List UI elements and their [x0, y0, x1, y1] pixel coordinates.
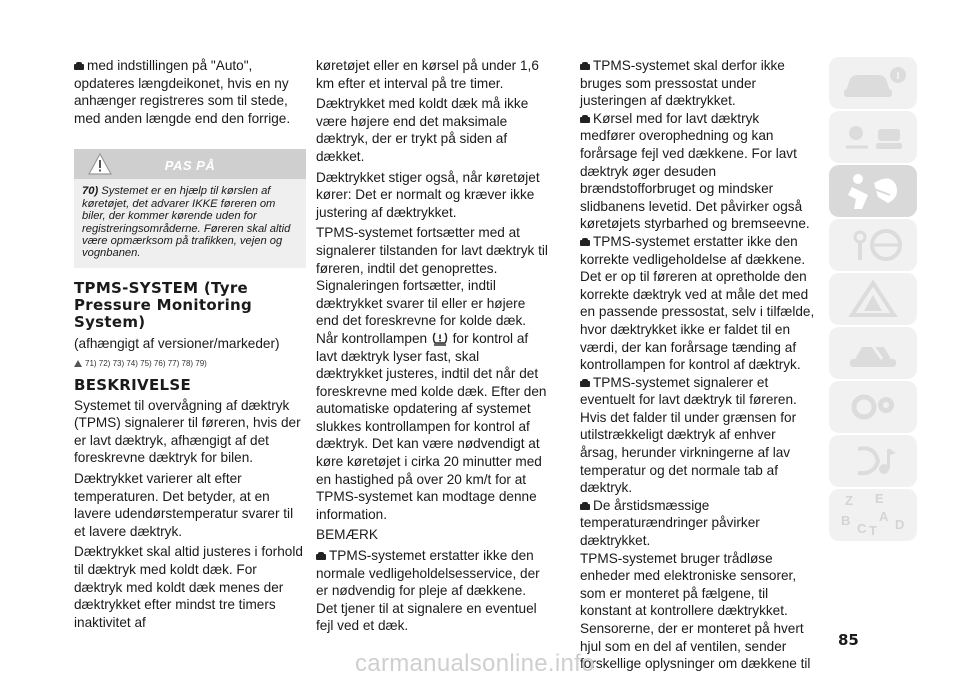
- gear-specs-icon: [838, 387, 908, 427]
- tire-pressure-lamp-icon: [432, 331, 448, 346]
- wrench-car-icon: [838, 333, 908, 373]
- car-bullet-icon: [580, 115, 590, 124]
- warning-box: [74, 149, 306, 267]
- subsection-title: BESKRIVELSE: [74, 376, 192, 394]
- paragraph: Dæktrykket stiger også, når køretøjet kører: Det er normalt og kræver ikke justering af dæktrykket.: [316, 169, 540, 220]
- note-label: BEMÆRK: [316, 527, 378, 543]
- sidebar-item-maintenance[interactable]: [829, 327, 917, 379]
- bullet-paragraph: TPMS-systemet erstatter ikke den korrekte vedligeholdelse af dækkene. Det er op til føreren at opretholde den korrekte dæktryk ved at måle det med en passende pressostat, selv i tilfælde, hvor dæktrykket ikke er faldet til en værdi, der kan forårsage tænding af kontrollampen for kontrol af dæktryk.: [580, 233, 815, 373]
- index-letter: E: [875, 491, 884, 506]
- car-bullet-icon: [316, 552, 326, 561]
- bullet-paragraph: TPMS-systemet signalerer et eventuelt for lavt dæktryk til føreren. Hvis det falder til under grænsen for utilstrækkeligt dæktryk af enhver årsag, herunder virkningerne af lav temperatur og det normale tab af dæktryk.: [580, 374, 797, 496]
- sidebar-item-technical-data[interactable]: [829, 381, 917, 433]
- bullet-paragraph: De årstidsmæssige temperaturændringer påvirker dæktrykket.: [580, 497, 760, 549]
- sidebar-item-safety[interactable]: [829, 165, 917, 217]
- warning-header: [74, 149, 306, 179]
- sidebar-item-multimedia[interactable]: [829, 435, 917, 487]
- intro-paragraph: med indstillingen på "Auto", opdateres længdeikonet, hvis en ny anhænger registreres som til stede, med anden længde end den forrige.: [74, 58, 291, 126]
- chapter-sidebar: [829, 57, 921, 543]
- section-subtitle: (afhængigt af versioner/markeder): [74, 335, 280, 351]
- column-2: [316, 57, 549, 638]
- warning-text: 70) Systemet er en hjælp til kørslen af køretøjet, det advarer IKKE føreren om biler, der kommer kørende uden for registreringsområderne. Føreren skal altid være opmærksom på trafikken, vejen og vognbanen.: [82, 185, 291, 260]
- sidebar-item-driving[interactable]: [829, 219, 917, 271]
- sidebar-item-dashboard-lights[interactable]: [829, 111, 917, 163]
- warning-title: PAS PÅ: [164, 158, 216, 174]
- paragraph: TPMS-systemet bruger trådløse enheder med elektroniske sensorer, som er monteret på fælgene, til konstant at kontrollere dæktrykket. Sensorerne, der er monteret på hvert hjul som en del af ventilen, sender forskellige oplysninger om dækkene til: [580, 550, 811, 672]
- column-3: [580, 57, 816, 676]
- index-letter: A: [879, 509, 889, 524]
- warning-references: 71) 72) 73) 74) 75) 76) 77) 78) 79): [74, 355, 306, 373]
- index-letter: D: [895, 517, 905, 532]
- sidebar-item-vehicle-info[interactable]: [829, 57, 917, 109]
- index-letter: Z: [845, 493, 853, 508]
- steering-wheel-icon: [838, 225, 908, 265]
- index-letter: C: [857, 521, 867, 536]
- car-info-icon: [838, 63, 908, 103]
- paragraph: Dæktrykket varierer alt efter temperaturen. Det betyder, at en lavere udendørstemperatur svarer til et lavere dæktryk.: [74, 470, 294, 539]
- section-title: TPMS-SYSTEM (Tyre Pressure Monitoring System): [74, 278, 253, 331]
- car-bullet-icon: [74, 62, 84, 71]
- multimedia-icon: [838, 441, 908, 481]
- bullet-paragraph: Kørsel med for lavt dæktryk medfører overophedning og kan forårsage fejl ved dækkene. For lavt dæktryk øger desuden brændstofforbruget og mindsker slidbanens levetid. Det påvirker også køretøjets styrbarhed og bremseevne.: [580, 110, 810, 232]
- index-letter: T: [869, 523, 877, 538]
- bullet-paragraph: TPMS-systemet skal derfor ikke bruges som pressostat under justeringen af dæktrykket.: [580, 58, 785, 109]
- seat-airbag-icon: [838, 169, 908, 213]
- column-1: [74, 57, 306, 634]
- index-letters-icon: [835, 491, 911, 539]
- car-bullet-icon: [580, 62, 590, 71]
- paragraph: køretøjet eller en kørsel på under 1,6 km efter et interval på tre timer.: [316, 58, 539, 91]
- index-letter: B: [841, 513, 851, 528]
- car-bullet-icon: [580, 502, 590, 511]
- paragraph: Dæktrykket med koldt dæk må ikke være højere end det maksimale dæktryk, der er trykt på siden af dækket.: [316, 96, 529, 164]
- note-paragraph: TPMS-systemet erstatter ikke den normale vedligeholdelsesservice, der er nødvendig for pleje af dækkene. Det tjener til at signalere en eventuel fejl ved et dæk.: [316, 548, 540, 634]
- car-bullet-icon: [580, 238, 590, 247]
- car-bullet-icon: [580, 379, 590, 388]
- watermark: carmanualsonline.info: [355, 650, 595, 677]
- warning-number: 70): [82, 185, 99, 198]
- sidebar-item-index[interactable]: [829, 489, 917, 541]
- paragraph: Dæktrykket skal altid justeres i forhold til dæktryk med koldt dæk. For dæktryk med koldt dæk menes der dæktrykket efter mindst tre timers inaktivitet af: [74, 544, 303, 630]
- small-warning-icon: [74, 360, 82, 367]
- emergency-triangle-icon: [838, 279, 908, 319]
- page-number: 85: [838, 631, 859, 649]
- paragraph: Systemet til overvågning af dæktryk (TPMS) signalerer til føreren, hvis der er lavt dæktryk, afhængigt af det foreskrevne dæktryk for bilen.: [74, 397, 301, 466]
- paragraph: TPMS-systemet fortsætter med at signalerer tilstanden for lavt dæktryk til føreren, indtil det genoprettes. Signaleringen fortsætter, indtil dæktrykket svarer til eller er højere end det foreskrevne for kolde dæk. Når kontrollampen for kontrol af lavt dæktryk lyser fast, skal dæktrykket justeres, indtil det når det foreskrevne med kolde dæk. Efter den automatiske opdatering af systemet slukkes kontrollampen for kontrol af dæktryk. Det kan være nødvendigt at køre køretøjet i cirka 20 minutter med en hastighed på over 20 km/t for at TPMS-systemet kan modtage denne information.: [316, 225, 548, 522]
- warning-lights-icon: [838, 117, 908, 157]
- sidebar-item-emergency[interactable]: [829, 273, 917, 325]
